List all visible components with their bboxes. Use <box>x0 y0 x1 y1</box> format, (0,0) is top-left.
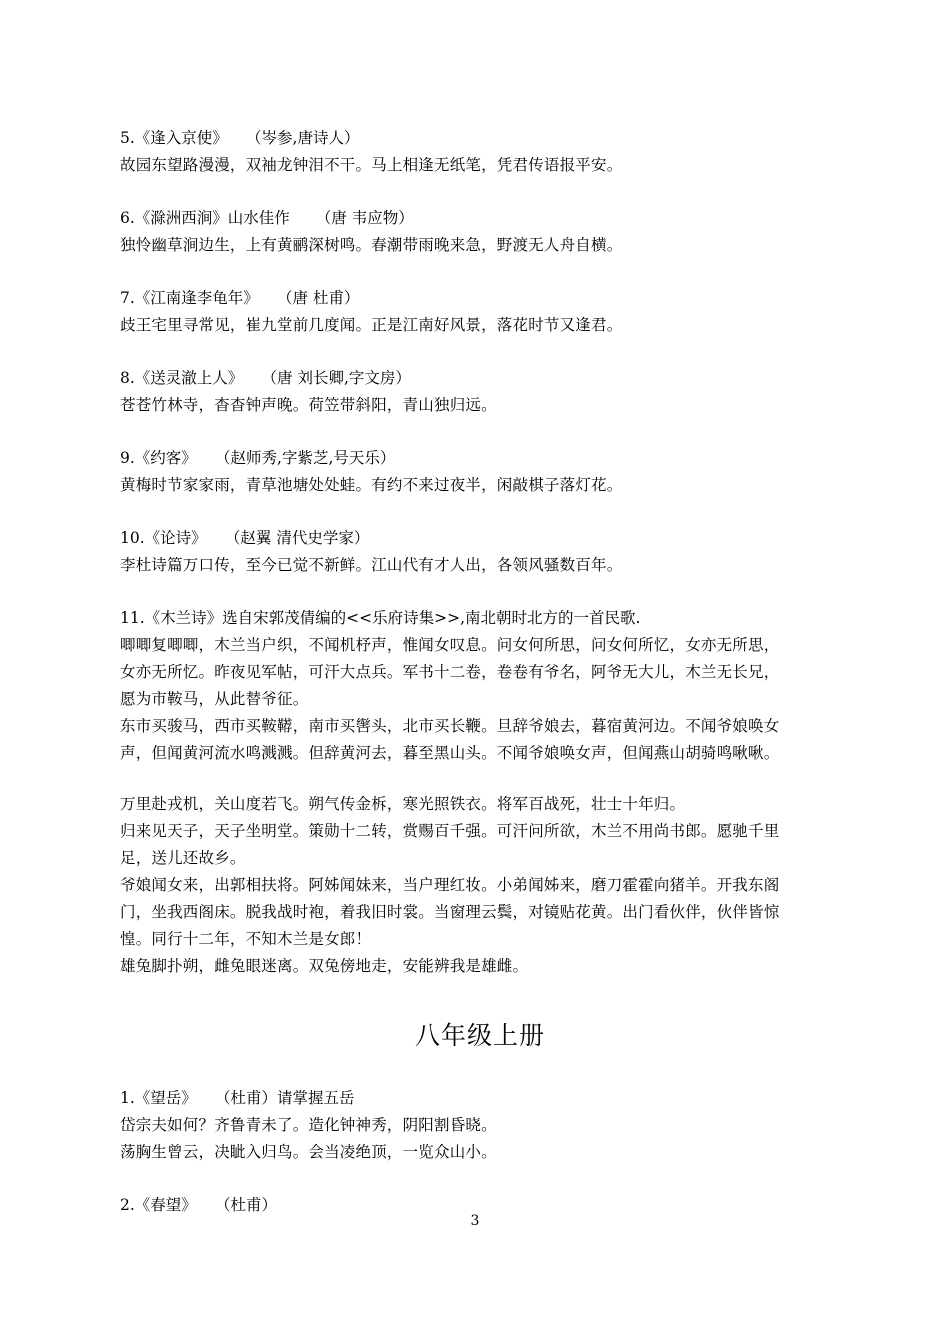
poem-list-b <box>120 1084 840 1219</box>
poem-author: （唐 韦应物） <box>315 209 414 227</box>
poem-line: 黄梅时节家家雨，青草池塘处处蛙。有约不来过夜半，闲敲棋子落灯花。 <box>120 476 623 494</box>
poem-line: 东市买骏马，西市买鞍鞯，南市买辔头，北市买长鞭。旦辞爷娘去，暮宿黄河边。不闻爷娘唤女 <box>120 717 780 735</box>
poem-author: （唐 杜甫） <box>284 289 360 307</box>
poem-title: 9.《约客》 <box>120 449 197 467</box>
poem-author: （唐 刘长卿,字文房） <box>269 369 411 387</box>
poem-heading: 11.《木兰诗》选自宋郭茂倩编的<<乐府诗集>>,南北朝时北方的一首民歌. <box>120 609 641 627</box>
poem-line: 归来见天子，天子坐明堂。策勋十二转，赏赐百千强。可汗问所欲，木兰不用尚书郎。愿驰千里 <box>120 822 780 840</box>
poem-heading <box>120 284 840 312</box>
poem-line: 门，坐我西阁床。脱我战时袍，着我旧时裳。当窗理云鬓，对镜贴花黄。出门看伙伴，伙伴皆惊 <box>120 903 780 921</box>
poem-author: （岑参,唐诗人） <box>253 129 360 147</box>
poem-title: 10.《论诗》 <box>120 529 207 547</box>
poem-block <box>120 284 840 339</box>
poem-line: 雄兔脚扑朔，雌兔眼迷离。双兔傍地走，安能辨我是雄雌。 <box>120 957 529 975</box>
section-title: 八年级上册 <box>414 1021 545 1050</box>
poem-title: 8.《送灵澈上人》 <box>120 369 244 387</box>
poem-title: 7.《江南逢李龟年》 <box>120 289 259 307</box>
poem-author: （杜甫）请掌握五岳 <box>222 1089 355 1107</box>
poem-line: 声，但闻黄河流水鸣溅溅。但辞黄河去，暮至黑山头。不闻爷娘唤女声，但闻燕山胡骑鸣啾啾。 <box>120 744 780 762</box>
poem-line: 故园东望路漫漫，双袖龙钟泪不干。马上相逢无纸笔，凭君传语报平安。 <box>120 156 623 174</box>
page-number: 3 <box>470 1213 480 1229</box>
poem-list-a <box>120 124 840 579</box>
poem-line: 李杜诗篇万口传，至今已觉不新鲜。江山代有才人出，各领风骚数百年。 <box>120 556 623 574</box>
poem-line: 万里赴戎机，关山度若飞。朔气传金柝，寒光照铁衣。将军百战死，壮士十年归。 <box>120 795 686 813</box>
poem-line: 独怜幽草涧边生，上有黄鹂深树鸣。春潮带雨晚来急，野渡无人舟自横。 <box>120 236 623 254</box>
poem-block <box>120 1084 840 1166</box>
poem-line: 惶。同行十二年，不知木兰是女郎！ <box>120 930 372 948</box>
poem-block <box>120 204 840 259</box>
paragraph-gap <box>120 767 840 791</box>
poem-author: （杜甫） <box>222 1196 278 1214</box>
poem-author: （赵师秀,字紫芝,号天乐） <box>222 449 396 467</box>
poem-line: 苍苍竹林寺，杳杳钟声晚。荷笠带斜阳，青山独归远。 <box>120 396 497 414</box>
poem-heading <box>120 524 840 552</box>
page-content <box>120 124 840 1244</box>
poem-title: 1.《望岳》 <box>120 1089 197 1107</box>
poem-heading <box>120 124 840 152</box>
poem-line: 歧王宅里寻常见，崔九堂前几度闻。正是江南好风景，落花时节又逢君。 <box>120 316 623 334</box>
poem-mulan <box>120 604 840 980</box>
poem-line: 荡胸生曾云，决眦入归鸟。会当凌绝顶，一览众山小。 <box>120 1143 497 1161</box>
poem-block <box>120 124 840 179</box>
poem-block <box>120 444 840 499</box>
poem-heading <box>120 1084 840 1112</box>
poem-line: 女亦无所忆。昨夜见军帖，可汗大点兵。军书十二卷，卷卷有爷名，阿爷无大儿，木兰无长兄， <box>120 663 780 681</box>
poem-line: 唧唧复唧唧，木兰当户织，不闻机杼声，惟闻女叹息。问女何所思，问女何所忆，女亦无所思， <box>120 636 780 654</box>
poem-line: 足，送儿还故乡。 <box>120 849 246 867</box>
poem-line: 愿为市鞍马，从此替爷征。 <box>120 690 309 708</box>
poem-block <box>120 364 840 419</box>
poem-title: 6.《滁洲西涧》山水佳作 <box>120 209 290 227</box>
poem-author: （赵翼 清代史学家） <box>232 529 370 547</box>
poem-title: 2.《春望》 <box>120 1196 197 1214</box>
poem-block <box>120 524 840 579</box>
poem-title: 5.《逢入京使》 <box>120 129 228 147</box>
poem-line: 爷娘闻女来，出郭相扶将。阿姊闻妹来，当户理红妆。小弟闻姊来，磨刀霍霍向猪羊。开我东阁 <box>120 876 780 894</box>
poem-heading <box>120 364 840 392</box>
poem-heading <box>120 204 840 232</box>
poem-heading <box>120 444 840 472</box>
poem-line: 岱宗夫如何？齐鲁青未了。造化钟神秀，阴阳割昏晓。 <box>120 1116 497 1134</box>
